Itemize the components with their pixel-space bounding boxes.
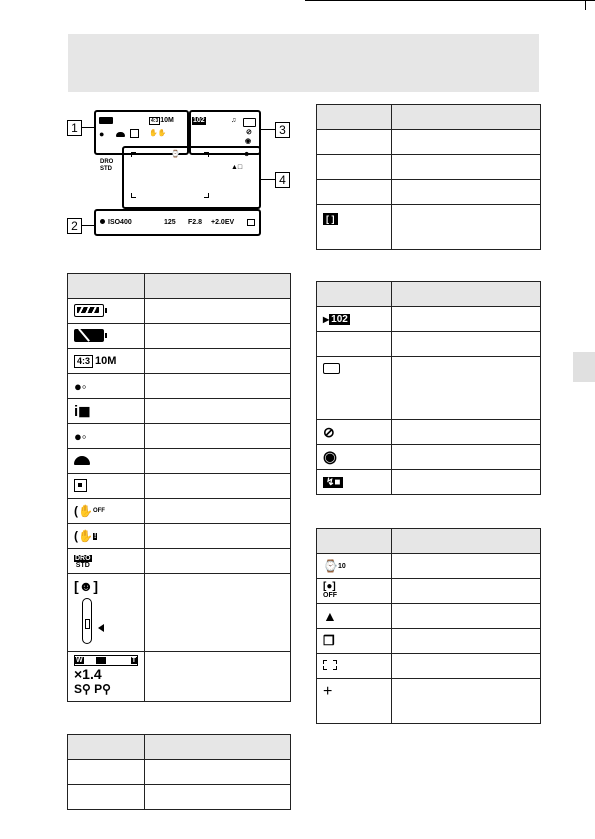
red-eye-icon: ◉ xyxy=(323,449,337,466)
lcd-histogram-icon xyxy=(247,219,255,226)
steadyshot-warning-icon: (✋ ! xyxy=(74,529,97,543)
person-icon: ● xyxy=(99,129,105,139)
af-range-finder-icon: [ ] xyxy=(323,213,338,225)
lcd-smile-icon: ☻ xyxy=(243,151,251,158)
landscape-cloud-icon xyxy=(74,456,90,465)
easy-mode-person-icon: ●◦ xyxy=(74,378,87,394)
lcd-exposure: +2.0EV xyxy=(211,219,235,226)
self-timer-icon: ⌚ 10 xyxy=(323,559,346,573)
spot-metering-icon xyxy=(130,129,139,138)
lcd-diagram xyxy=(67,108,292,238)
battery-low-icon xyxy=(74,329,104,342)
steadyshot-off-icon: (✋ OFF xyxy=(74,504,105,518)
flash-charging-icon: ↯■ xyxy=(323,477,343,488)
recording-folder-icon: ▶ 102 xyxy=(323,313,348,325)
crop-mark xyxy=(585,0,586,10)
table-header-cell xyxy=(317,282,392,307)
callout-3: 3 xyxy=(275,122,290,138)
table-header-cell xyxy=(68,735,145,760)
table-area-2 xyxy=(67,734,291,810)
lcd-image-size: 4:3 10M xyxy=(151,117,174,124)
table-area-4 xyxy=(316,528,541,724)
smile-sensitivity-indicator xyxy=(82,598,92,644)
page-header-band xyxy=(68,34,539,92)
table-area-2-continued xyxy=(316,104,541,250)
callout-2: 2 xyxy=(67,218,82,234)
lcd-redeye-icon: ◉ xyxy=(245,138,252,145)
callout-4: 4 xyxy=(275,172,290,188)
top-rule xyxy=(305,0,595,1)
lcd-aperture: F2.8 xyxy=(188,219,203,226)
scene-person-icon: ●◦ xyxy=(74,428,87,444)
table-header-cell xyxy=(392,282,541,307)
table-header-cell xyxy=(317,529,392,554)
zoom-scale-bar: W T xyxy=(76,657,136,664)
callout-1: 1 xyxy=(67,120,82,136)
af-frame-icon xyxy=(131,152,209,198)
face-detection-off-icon: [●] OFF xyxy=(323,581,337,599)
lcd-media-icon xyxy=(243,118,256,127)
lcd-recording-values: ISO400 xyxy=(100,219,132,227)
battery-icon xyxy=(99,117,113,124)
battery-full-icon xyxy=(74,304,104,317)
chapter-tab xyxy=(573,352,595,382)
dro-std-icon: DRO STD xyxy=(75,555,91,569)
zoom-ratio: ×1.4 xyxy=(74,666,102,682)
table-header-cell xyxy=(392,529,541,554)
table-header-cell xyxy=(68,274,145,299)
lcd-timer-icon: ⌚ xyxy=(171,151,180,158)
table-header-cell xyxy=(392,105,541,130)
zoom-sp-icons: S⚲ P⚲ xyxy=(74,682,111,696)
smile-detection-icon: [☻] xyxy=(74,578,99,594)
table-header-cell xyxy=(317,105,392,130)
lcd-sound-icon: ♫ xyxy=(231,117,237,124)
intelligent-auto-camera-icon: i◼ xyxy=(74,403,91,420)
spot-metering-crosshair-icon: + xyxy=(323,683,333,700)
table-area-1 xyxy=(67,273,291,702)
af-frame-icon xyxy=(323,660,337,670)
cloud-icon xyxy=(116,132,125,137)
table-header-cell xyxy=(145,274,291,299)
image-size-icon: 4:3 10M xyxy=(74,355,116,368)
lcd-dro: DRO STD xyxy=(100,159,114,172)
lcd-folder: 102 xyxy=(193,117,205,124)
lcd-scene-icon: ▲□ xyxy=(231,164,243,171)
table-area-3 xyxy=(316,281,541,495)
burst-mode-icon: ❒ xyxy=(323,633,335,648)
table-header-cell xyxy=(145,735,291,760)
lcd-shutter: 125 xyxy=(164,219,176,226)
flash-off-icon: ⊘ xyxy=(323,423,335,440)
spot-metering-icon xyxy=(74,479,87,492)
scene-recognition-icon: ▲ xyxy=(323,608,337,624)
memory-card-icon xyxy=(323,363,340,374)
steadyshot-icon: ✋✋ xyxy=(149,130,167,137)
lcd-flash-off-icon: ⊘ xyxy=(246,129,252,136)
